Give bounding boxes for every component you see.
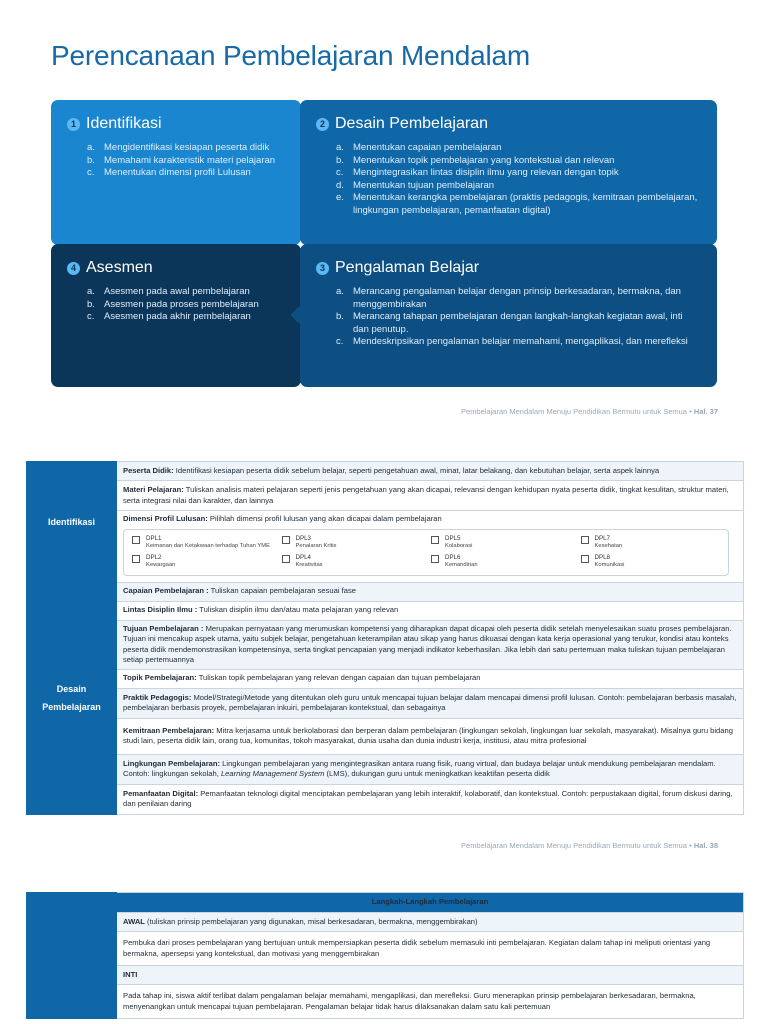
topik-row: Topik Pembelajaran: Tuliskan topik pembelajaran yang relevan dengan capaian dan tujuan pembelajaran bbox=[117, 669, 744, 688]
desain-list bbox=[316, 142, 701, 217]
list-item: a. Menentukan capaian pembelajaran bbox=[336, 142, 502, 153]
step-number-badge: 1 bbox=[67, 118, 80, 131]
lingkungan-row: Lingkungan Pembelajaran: Lingkungan pembelajaran yang mengintegrasikan antara ruang fisik, ruang virtual, dan budaya belajar untuk mendukung pembelajaran mendalam. Contoh: lingkungan sekolah, Learning Management System (LMS), dukungan guru untuk meningkatkan keaktifan peserta didik bbox=[117, 754, 744, 784]
dpl-option[interactable]: DPL5 Kolaborasi bbox=[431, 535, 571, 551]
side-empty bbox=[27, 893, 117, 1019]
checkbox[interactable] bbox=[132, 536, 140, 544]
pengalaman-panel bbox=[300, 244, 717, 387]
dpl-option[interactable]: DPL6 Kemandirian bbox=[431, 554, 571, 570]
list-item: d. Menentukan tujuan pembelajaran bbox=[336, 179, 495, 191]
page-footer: Pembelajaran Mendalam Menuju Pendidikan Bermutu untuk Semua • Hal. 37 bbox=[461, 407, 718, 416]
checkbox[interactable] bbox=[431, 536, 439, 544]
list-item: a. Asesmen pada awal pembelajaran bbox=[87, 286, 250, 297]
page-footer: Pembelajaran Mendalam Menuju Pendidikan Bermutu untuk Semua • Hal. 38 bbox=[461, 841, 718, 850]
list-item: b. Merancang tahapan pembelajaran dengan langkah-langkah kegiatan awal, inti dan penutup. bbox=[336, 311, 683, 335]
inti-row: INTI bbox=[117, 966, 744, 985]
digital-row: Pemanfaatan Digital: Pemanfaatan teknologi digital menciptakan pembelajaran yang lebih interaktif, kolaboratif, dan kontekstual. Contoh: perpustakaan digital, forum diskusi daring, dan penilaian daring bbox=[117, 784, 744, 814]
dpl-option[interactable]: DPL7 Kesehatan bbox=[581, 535, 721, 551]
list-item: c. Menentukan dimensi profil Lulusan bbox=[87, 167, 251, 178]
page-title: Perencanaan Pembelajaran Mendalam bbox=[51, 40, 531, 71]
identifikasi-list bbox=[67, 142, 285, 180]
steps-table bbox=[26, 892, 744, 1019]
materi-pelajaran-row: Materi Pelajaran: Tuliskan analisis materi pelajaran seperti jenis pengetahuan yang akan dicapai, relevansi dengan kehidupan nyata peserta didik, tingkat kesulitan, struktur materi, serta integrasi nilai dan karakter, dan lainnya bbox=[117, 481, 744, 511]
list-item: e. Menentukan kerangka pembelajaran (praktis pedagogis, kemitraan pembelajaran, lingkungan pembelajaran, pemanfaatan digital) bbox=[336, 192, 698, 216]
checkbox[interactable] bbox=[132, 555, 140, 563]
checkbox[interactable] bbox=[282, 536, 290, 544]
step-number-badge: 2 bbox=[316, 118, 329, 131]
checkbox[interactable] bbox=[282, 555, 290, 563]
desain-title: Desain Pembelajaran bbox=[335, 115, 488, 132]
asesmen-title: Asesmen bbox=[86, 259, 153, 276]
dpl-option[interactable]: DPL1 Keimanan dan Ketakwaan terhadap Tuhan YME bbox=[132, 535, 272, 551]
list-item: a. Merancang pengalaman belajar dengan prinsip berkesadaran, bermakna, dan menggembirakan bbox=[336, 286, 681, 310]
list-item: c. Mendeskripsikan pengalaman belajar memahami, mengaplikasi, dan merefleksi bbox=[336, 336, 688, 347]
side-label-identifikasi: Identifikasi bbox=[27, 462, 117, 583]
awal-row: AWAL (tuliskan prinsip pembelajaran yang digunakan, misal berkesadaran, bermakna, menggembirakan) bbox=[117, 913, 744, 932]
dpl-option[interactable]: DPL4 Kreativitas bbox=[282, 554, 422, 570]
capaian-row: Capaian Pembelajaran : Tuliskan capaian pembelajaran sesuai fase bbox=[117, 582, 744, 601]
peserta-didik-row: Peserta Didik: Identifikasi kesiapan peserta didik sebelum belajar, seperti pengetahuan awal, minat, latar belakang, dan kebutuhan belajar, serta aspek lainnya bbox=[117, 462, 744, 481]
side-label-desain: Desain Pembelajaran bbox=[27, 582, 117, 814]
tujuan-row: Tujuan Pembelajaran : Merupakan pernyataan yang merumuskan kompetensi yang diharapkan dapat dicapai oleh peserta didik setelah menyelesaikan suatu proses pembelajaran. Tujuan ini mencakup aspek utama, yaitu subjek belajar, pengetahuan keterampilan atau sikap yang harus dikuasai dengan kata kerja operasional yang terukur, kondisi atau konteks peserta didik mendemonstrasikan kompetensinya, serta tingkat pencapaian yang menjadi indikator keberhasilan. Jika lebih dari satu pertemuan maka tuliskan tujuan pembelajaran setiap pertemuannya bbox=[117, 620, 744, 669]
identifikasi-panel bbox=[51, 100, 301, 245]
dpl-option[interactable]: DPL2 Kewargaan bbox=[132, 554, 272, 570]
list-item: c. Mengintegrasikan lintas disiplin ilmu yang relevan dengan topik bbox=[336, 167, 619, 178]
asesmen-panel bbox=[51, 244, 301, 387]
lintas-disiplin-row: Lintas Disiplin Ilmu : Tuliskan disiplin ilmu dan/atau mata pelajaran yang relevan bbox=[117, 601, 744, 620]
inti-desc-row: Pada tahap ini, siswa aktif terlibat dalam pengalaman belajar memahami, mengaplikasi, dan merefleksi. Guru menerapkan prinsip pembelajaran berkesadaran, bermakna, menyenangkan untuk mencapai tujuan pembelajaran. Pengalaman belajar tidak harus dilaksanakan dalam satu kali pertemuan bbox=[117, 985, 744, 1019]
dpl-checkbox-grid bbox=[123, 529, 729, 576]
dpl-option[interactable]: DPL3 Penalaran Kritis bbox=[282, 535, 422, 551]
asesmen-list bbox=[67, 286, 285, 324]
dimensi-profil-row: Dimensi Profil Lulusan: Pilihlah dimensi profil lulusan yang akan dicapai dalam pembelajaran DPL1 Keimanan dan Ketakwaan terhadap Tuhan YME DPL3 Penalaran Kritis DPL5 Kolaborasi DPL7 Kesehatan DPL2 Kewargaan DPL4 Kreativitas DPL6 Kemandirian DPL8 Komunikasi bbox=[117, 511, 744, 583]
page-number: Hal. 37 bbox=[693, 407, 718, 416]
awal-desc-row: Pembuka dari proses pembelajaran yang bertujuan untuk mempersiapkan peserta didik sebelum memasuki inti pembelajaran. Kegiatan dalam tahap ini meliputi orientasi yang bermakna, apersepsi yang kontekstual, dan motivasi yang menggembirakan bbox=[117, 932, 744, 966]
list-item: c. Asesmen pada akhir pembelajaran bbox=[87, 311, 251, 322]
step-number-badge: 3 bbox=[316, 262, 329, 275]
praktik-pedagogis-row: Praktik Pedagogis: Model/Strategi/Metode yang ditentukan oleh guru untuk mencapai tujuan belajar dalam mencapai dimensi profil lulusan. Contoh: pembelajaran berbasis masalah, pembelajaran berbasis proyek, pembelajaran inkuiri, pembelajaran kontekstual, dan sebagainya bbox=[117, 688, 744, 718]
kemitraan-row: Kemitraan Pembelajaran: Mitra kerjasama untuk berkolaborasi dan berperan dalam pembelajaran (lingkungan sekolah, lingkungan luar sekolah, masyarakat). Misalnya guru bidang studi lain, peserta didik lain, orang tua, komunitas, tokoh masyarakat, dunia usaha dan dunia industri kerja, institusi, atau mitra profesional bbox=[117, 718, 744, 754]
checkbox[interactable] bbox=[431, 555, 439, 563]
list-item: b. Asesmen pada proses pembelajaran bbox=[87, 298, 259, 310]
checkbox[interactable] bbox=[581, 536, 589, 544]
list-item: b. Memahami karakteristik materi pelajaran bbox=[87, 154, 276, 166]
list-item: a. Mengidentifikasi kesiapan peserta didik bbox=[87, 142, 270, 153]
pengalaman-list bbox=[316, 286, 701, 349]
identifikasi-title: Identifikasi bbox=[86, 115, 162, 132]
dpl-option[interactable]: DPL8 Komunikasi bbox=[581, 554, 721, 570]
step-number-badge: 4 bbox=[67, 262, 80, 275]
planning-table bbox=[26, 461, 744, 815]
checkbox[interactable] bbox=[581, 555, 589, 563]
pengalaman-title: Pengalaman Belajar bbox=[335, 259, 480, 276]
page-number: Hal. 38 bbox=[693, 841, 718, 850]
steps-header: Langkah-Langkah Pembelajaran bbox=[117, 893, 744, 913]
list-item: b. Menentukan topik pembelajaran yang kontekstual dan relevan bbox=[336, 154, 615, 166]
desain-panel bbox=[300, 100, 717, 245]
